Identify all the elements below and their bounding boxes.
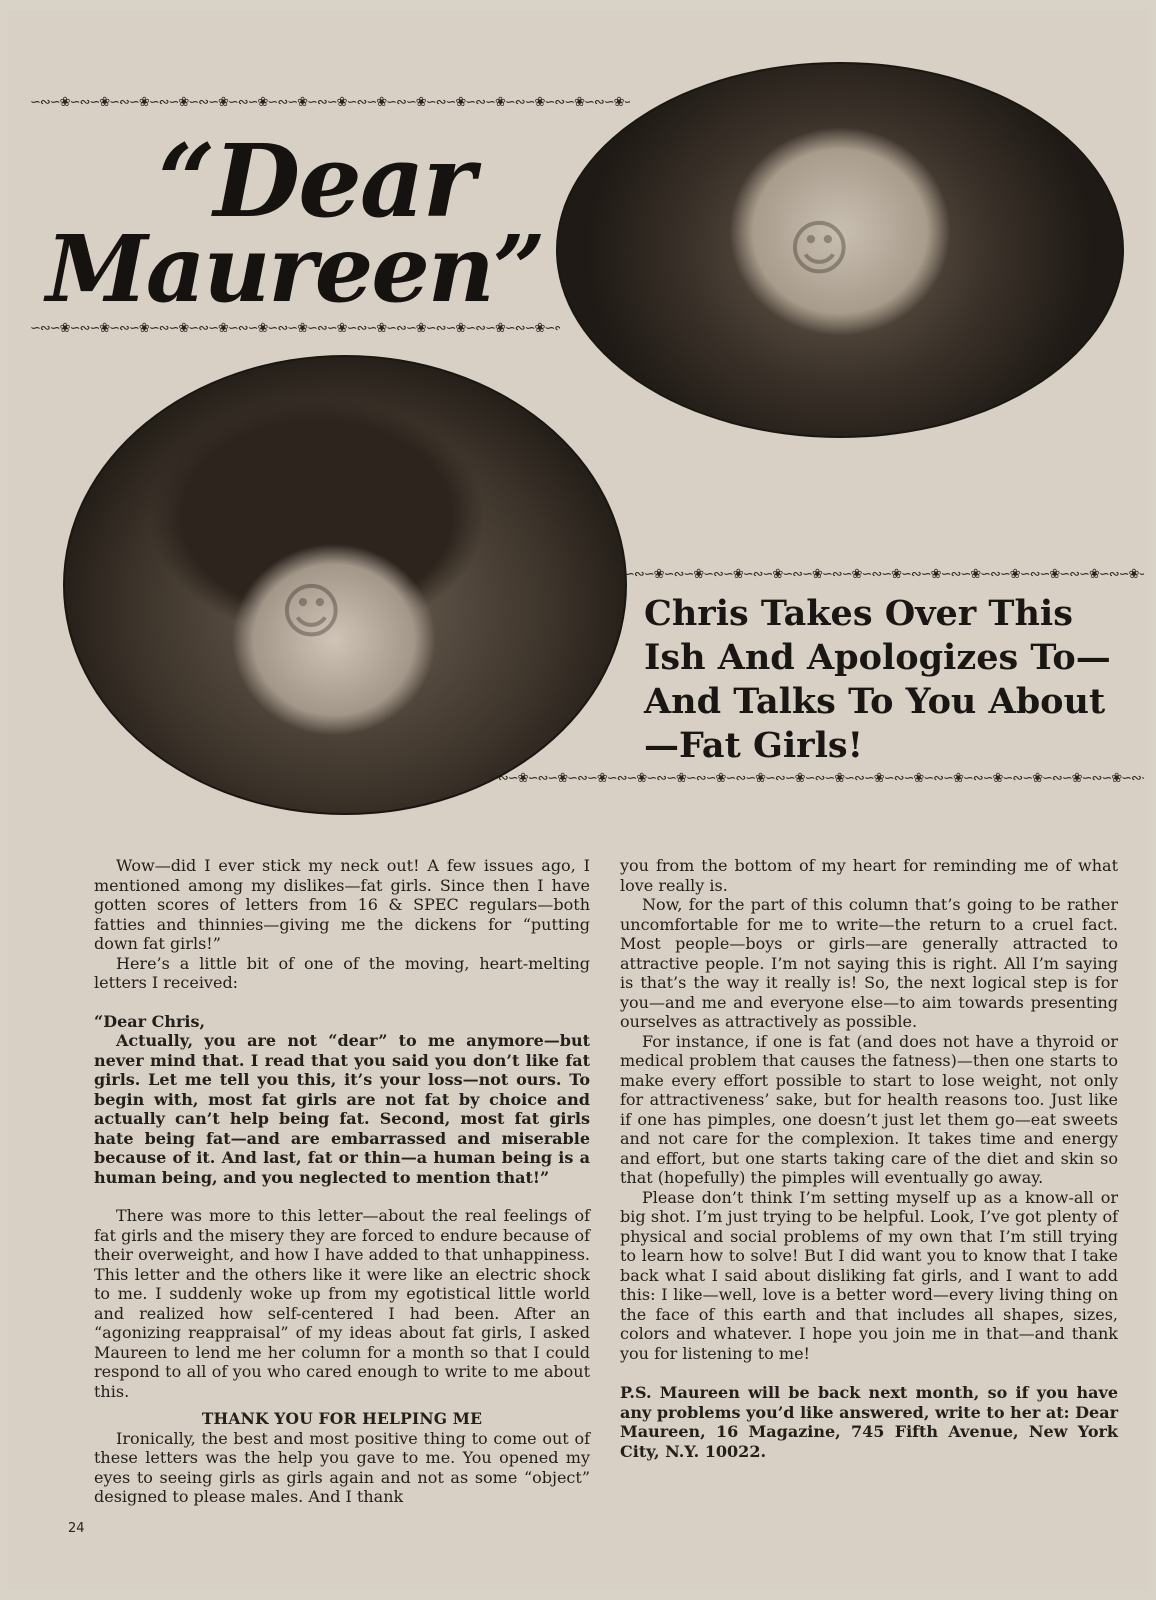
ornament-rule-headline-bottom xyxy=(488,772,1144,786)
ornament-rule-headline-top xyxy=(624,568,1144,582)
maureen-photo xyxy=(556,62,1124,438)
letter-salutation: “Dear Chris, xyxy=(94,1011,206,1031)
headline-line: Ish And Apologizes To— xyxy=(644,637,1111,678)
paragraph: For instance, if one is fat (and does not have a thyroid or medical problem that causes the fatness)—then one starts to make every effort possible to start to lose weight, not only for attractiveness’ sake, but for health reasons too. Just like if one has pimples, one doesn’t just let them go—eat sweets and not care for the complexion. It takes time and energy and effort, but one starts taking care of the diet and skin so that (hopefully) the pimples will eventually go away. xyxy=(620,1031,1118,1187)
headline xyxy=(644,592,1124,768)
ornament-rule-under-title xyxy=(30,322,560,336)
paragraph: you from the bottom of my heart for reminding me of what love really is. xyxy=(620,856,1118,895)
chris-photo xyxy=(63,355,627,815)
paragraph: Wow—did I ever stick my neck out! A few issues ago, I mentioned among my dislikes—fat girls. Since then I have gotten scores of letters from 16 & SPEC regulars—both fatties and thinnies—giving me the dickens for “putting down fat girls!” xyxy=(94,856,590,953)
postscript: P.S. Maureen will be back next month, so if you have any problems you’d like answered, write to her at: Dear Maureen, 16 Magazine, 745 Fifth Avenue, New York City, N.Y. 10022. xyxy=(620,1383,1118,1461)
article-column-right xyxy=(620,856,1118,1461)
magazine-page xyxy=(8,10,1148,1590)
article-column-left xyxy=(94,856,590,1507)
paragraph: Now, for the part of this column that’s going to be rather uncomfortable for me to write—the return to a cruel fact. Most people—boys or girls—are generally attracted to attractive people. I’m not saying this is right. All I’m saying is that’s the way it really is! So, the next logical step is for you—and me and everyone else—to aim towards presenting ourselves as attractively as possible. xyxy=(620,895,1118,1031)
ornament-rule-top xyxy=(30,96,630,110)
face-icon: ☺ xyxy=(788,214,851,284)
subheading: THANK YOU FOR HELPING ME xyxy=(201,1409,483,1428)
paragraph: Please don’t think I’m setting myself up as a know-all or big shot. I’m just trying to be helpful. Look, I’ve got plenty of physical and social problems of my own that I’m still trying to learn how to solve! But I did want you to know that I take back what I said about disliking fat girls, and I want to add this: I like—well, love is a better word—every living thing on the face of this earth and that includes all shapes, sizes, colors and whatever. I hope you join me in that—and thank you for listening to me! xyxy=(620,1187,1118,1363)
paragraph: There was more to this letter—about the real feelings of fat girls and the misery they are forced to endure because of their overweight, and how I have added to that unhappiness. This letter and the others like it were like an electric shock to me. I suddenly woke up from my egotistical little world and realized how self-centered I had been. After an “agonizing reappraisal” of my ideas about fat girls, I asked Maureen to lend me her column for a month so that I could respond to all of you who cared enough to write to me about this. xyxy=(94,1206,590,1401)
letter-body: Actually, you are not “dear” to me anymore—but never mind that. I read that you said you don’t like fat girls. Let me tell you this, it’s your loss—not ours. To begin with, most fat girls are not fat by choice and actually can’t help being fat. Second, most fat girls hate being fat—and are embarrassed and miserable because of it. And last, fat or thin—a human being is a human being, and you neglected to mention that!” xyxy=(94,1031,590,1187)
face-icon: ☺ xyxy=(280,577,343,647)
page-number: 24 xyxy=(68,1521,85,1536)
headline-line: And Talks To You About xyxy=(644,681,1106,722)
title-dear: “Dear xyxy=(158,122,474,240)
paragraph: Here’s a little bit of one of the moving, heart-melting letters I received: xyxy=(94,953,590,992)
title-maureen: Maureen” xyxy=(46,215,544,323)
headline-line: Chris Takes Over This xyxy=(644,593,1073,634)
paragraph: Ironically, the best and most positive thing to come out of these letters was the help you gave to me. You opened my eyes to seeing girls as girls again and not as some “object” designed to please males. And I thank xyxy=(94,1428,590,1506)
headline-line: —Fat Girls! xyxy=(644,725,863,766)
